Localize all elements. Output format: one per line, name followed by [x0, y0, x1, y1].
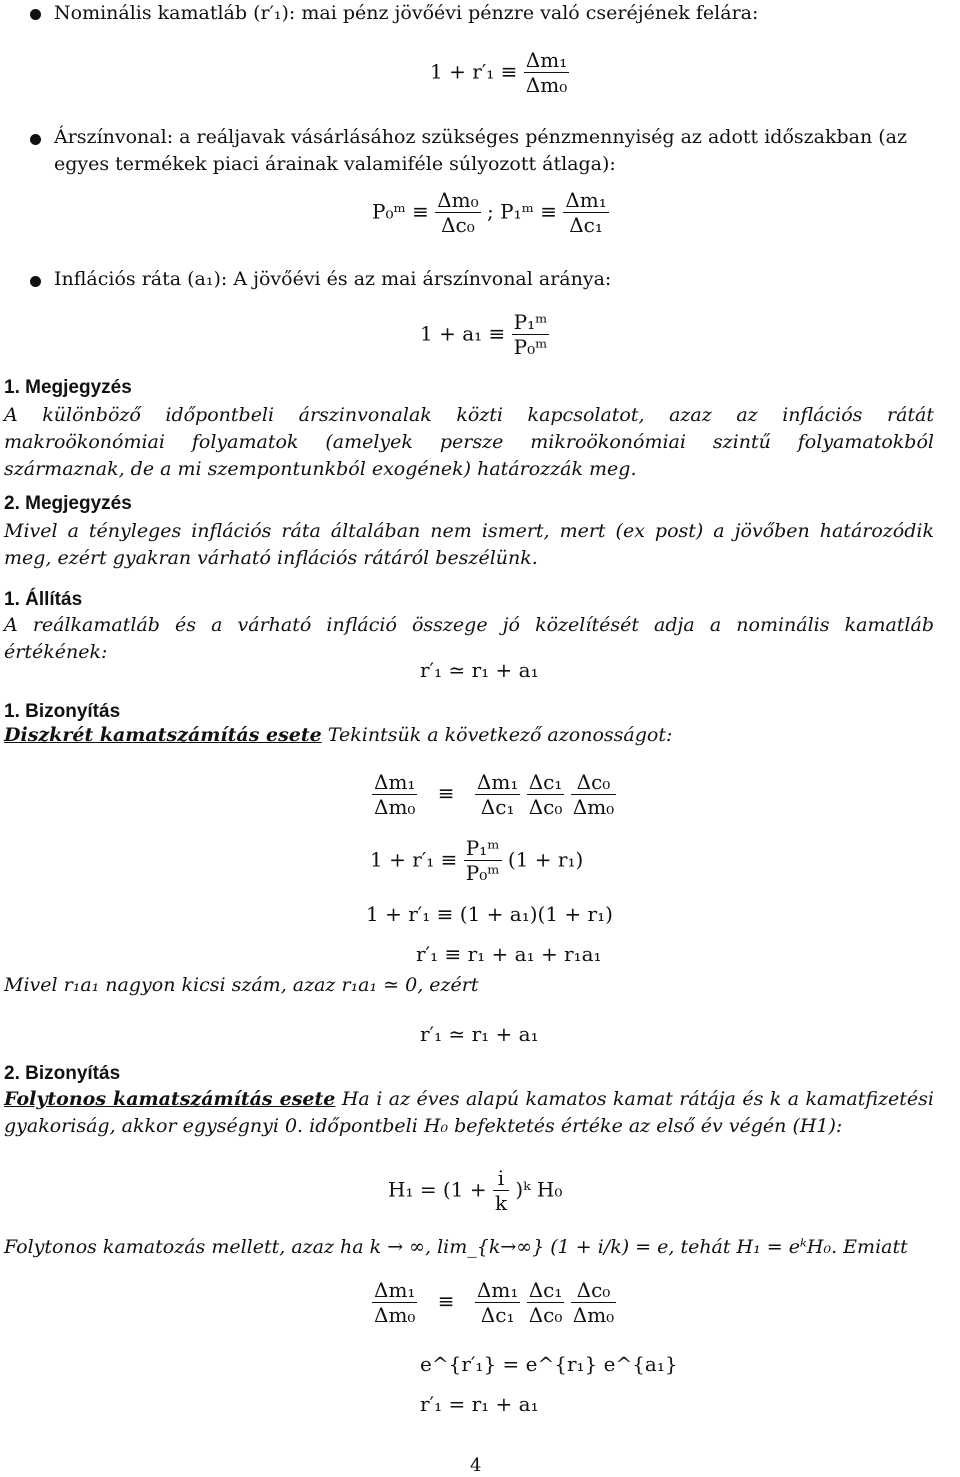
fraction: [524, 48, 569, 98]
numerator: Δm₁: [565, 188, 607, 212]
note-body: A különböző időpontbeli árszinvonalak közti kapcsolatot, azaz az inflációs rátát makroökonómiai folyamatok (amelyek persze mikroökonómiai szintű folyamatokból származnak, de a mi szempontunkból exogének) határozzák meg.: [4, 404, 934, 480]
equation-derivation-5: r′₁ ≃ r₁ + a₁: [420, 1022, 539, 1046]
eq-lhs: H₁ = (1 +: [388, 1177, 487, 1202]
denominator: Δm₀: [374, 1303, 416, 1328]
eq-part: P₀ᵐ ≡: [372, 199, 429, 224]
equation-inflation: [420, 310, 549, 360]
proof-intro-line: [4, 724, 672, 747]
fraction: [493, 1166, 509, 1216]
fraction: [527, 770, 565, 820]
eq-lhs: 1 + r′₁ ≡: [430, 59, 518, 84]
proof-intro: Ha i az éves alapú kamatos kamat rátája és k a kamatfizetési gyakoriság, akkor egységnyi 0. időpontbeli H₀ befektetés értéke az első év végén (H1):: [4, 1088, 935, 1137]
bullet-marker: [30, 134, 41, 145]
fraction: [571, 770, 616, 820]
numerator: P₁ᵐ: [513, 310, 548, 334]
denominator: P₀ᵐ: [465, 861, 500, 886]
numerator: Δm₁: [525, 48, 568, 72]
fraction: [527, 1278, 565, 1328]
bullet-text-inflation: Inflációs ráta (a₁): A jövőévi és az mai árszínvonal aránya:: [54, 268, 612, 290]
proof-title: Diszkrét kamatszámítás esete: [4, 724, 322, 746]
equation-final: r′₁ = r₁ + a₁: [420, 1392, 539, 1416]
denominator: Δm₀: [572, 795, 615, 820]
note-body: Mivel a tényleges inflációs ráta általában nem ismert, mert (ex post) a jövőben határozódik meg, ezért gyakran várható inflációs rátáról beszélünk.: [4, 520, 934, 569]
proof-heading: 2. Bizonyítás: [4, 1063, 121, 1084]
fraction: [563, 188, 608, 238]
eq-rhs: (1 + r₁): [507, 847, 584, 872]
eq-lhs: 1 + a₁ ≡: [420, 321, 506, 346]
numerator: Δm₁: [476, 1278, 519, 1302]
fraction: [372, 770, 417, 820]
proof-title: Folytonos kamatszámítás esete: [4, 1088, 336, 1110]
denominator: Δm₀: [374, 795, 416, 820]
equation-nominal-rate: [430, 48, 569, 98]
equation-derivation-3: 1 + r′₁ ≡ (1 + a₁)(1 + r₁): [366, 902, 613, 926]
equation-claim: r′₁ ≃ r₁ + a₁: [420, 658, 539, 682]
numerator: Δc₀: [571, 1278, 616, 1303]
claim-heading: 1. Állítás: [4, 589, 83, 610]
eq-sign: ≡: [437, 1289, 455, 1314]
denominator: Δc₁: [480, 1303, 515, 1328]
denominator: Δc₀: [528, 795, 563, 820]
proof-mid-text: Mivel r₁a₁ nagyon kicsi szám, azaz r₁a₁ ≃ 0, ezért: [4, 974, 479, 996]
claim-body: A reálkamatláb és a várható infláció összege jó közelítését adja a nominális kamatláb értékének:: [4, 614, 934, 663]
denominator: Δm₀: [572, 1303, 615, 1328]
numerator: Δc₁: [528, 1278, 563, 1302]
bullet-text-nominal: Nominális kamatláb (r′₁): mai pénz jövőévi pénzre való cseréjének felára:: [54, 2, 759, 24]
equation-exponential: e^{r′₁} = e^{r₁} e^{a₁}: [420, 1352, 678, 1376]
denominator: P₀ᵐ: [513, 335, 548, 360]
fraction: [475, 1278, 520, 1328]
numerator: Δm₁: [476, 770, 519, 794]
bullet-text-price-level: Árszínvonal: a reáljavak vásárlásához szükséges pénzmennyiség az adott időszakban (az egyes termékek piaci árainak valamiféle súlyozott átlaga):: [54, 126, 908, 175]
note-heading: 1. Megjegyzés: [4, 377, 132, 398]
denominator: Δc₁: [569, 213, 603, 238]
eq-sign: ≡: [437, 781, 455, 806]
numerator: Δm₁: [374, 1278, 416, 1302]
bullet-marker: [30, 9, 41, 20]
equation-identity: [372, 770, 616, 820]
equation-price-level: [372, 188, 609, 238]
numerator: i: [493, 1166, 509, 1191]
proof-intro-block: [4, 1086, 934, 1140]
denominator: Δc₀: [441, 213, 475, 238]
eq-part: ; P₁ᵐ ≡: [487, 199, 557, 224]
eq-rhs: )ᵏ H₀: [515, 1177, 563, 1202]
proof-mid-text: Folytonos kamatozás mellett, azaz ha k → ∞, lim_{k→∞} (1 + i/k) = e, tehát H₁ = eᵏH₀. Emiatt: [4, 1236, 908, 1258]
fraction: [571, 1278, 616, 1328]
numerator: Δm₀: [437, 188, 479, 212]
proof-intro: Tekintsük a következő azonosságot:: [327, 724, 673, 746]
equation-derivation-2: [370, 836, 583, 886]
denominator: Δc₀: [528, 1303, 563, 1328]
eq-lhs: 1 + r′₁ ≡: [370, 847, 458, 872]
proof-heading: 1. Bizonyítás: [4, 701, 121, 722]
numerator: Δm₁: [374, 770, 416, 794]
fraction: [512, 310, 550, 360]
denominator: k: [494, 1191, 508, 1216]
denominator: Δc₁: [480, 795, 515, 820]
numerator: Δc₀: [571, 770, 616, 795]
fraction: [435, 188, 480, 238]
fraction: [372, 1278, 417, 1328]
equation-compound: [388, 1166, 562, 1216]
fraction: [475, 770, 520, 820]
numerator: Δc₁: [528, 770, 563, 794]
denominator: Δm₀: [525, 73, 568, 98]
note-heading: 2. Megjegyzés: [4, 493, 132, 514]
bullet-marker: [30, 276, 41, 287]
fraction: [464, 836, 502, 886]
page-number: 4: [470, 1455, 482, 1476]
equation-derivation-4: r′₁ ≡ r₁ + a₁ + r₁a₁: [416, 942, 602, 966]
equation-identity-continuous: [372, 1278, 616, 1328]
numerator: P₁ᵐ: [465, 836, 500, 860]
